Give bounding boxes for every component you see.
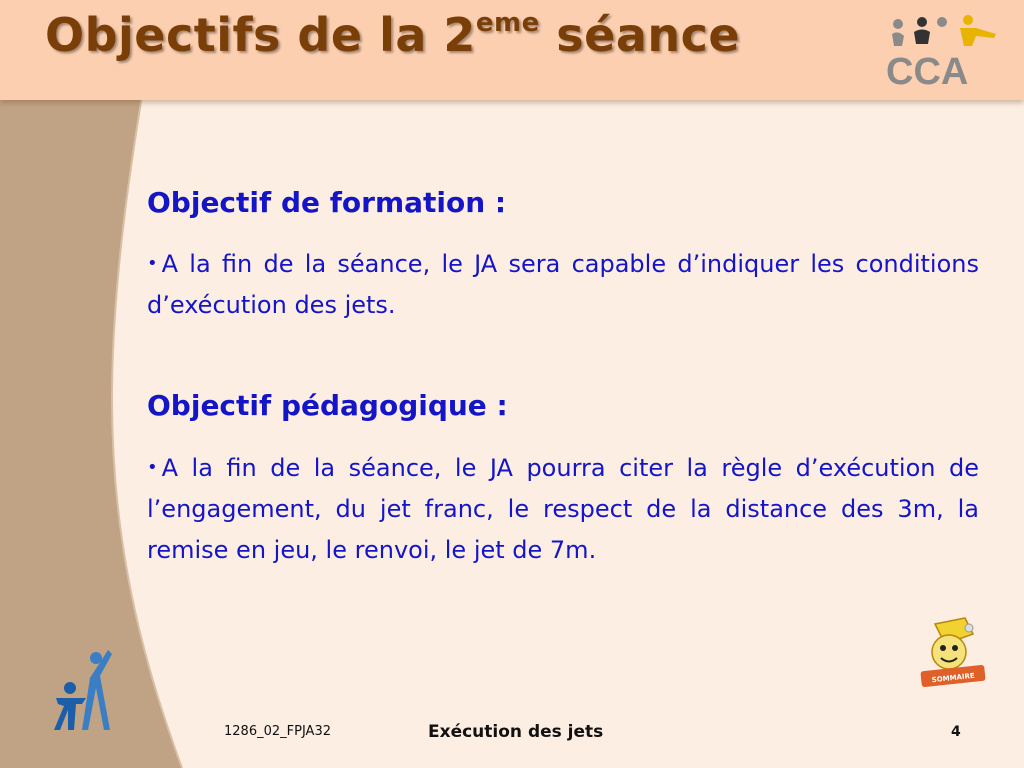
- bullet-icon: •: [147, 253, 158, 275]
- objective-text: • A la fin de la séance, le JA sera capable d’indiquer les conditions d’exécution des jets.: [147, 250, 979, 320]
- objective-pedagogique: [147, 388, 979, 570]
- slide-header: [0, 0, 1024, 100]
- objective-heading: Objectif de formation :: [147, 186, 507, 219]
- svg-text:CCA: CCA: [886, 51, 969, 90]
- page-number: 4: [951, 724, 961, 740]
- sommaire-button[interactable]: [915, 614, 989, 690]
- bullet-icon: •: [147, 456, 158, 478]
- whistle-mascot-icon: [932, 618, 973, 669]
- objective-formation: [147, 185, 979, 326]
- svg-text:SOMMAIRE: SOMMAIRE: [931, 671, 976, 685]
- objective-text: • A la fin de la séance, le JA pourra citer la règle d’exécution de l’engagement, du jet franc, le respect de la distance des 3m, la remise en jeu, le renvoi, le jet de 7m.: [147, 453, 979, 564]
- players-logo-icon: [52, 648, 118, 732]
- footer-code: 1286_02_FPJA32: [224, 724, 331, 739]
- objective-heading: Objectif pédagogique :: [147, 389, 508, 423]
- objectives-content: [147, 185, 979, 571]
- cca-logo-icon: [884, 12, 1002, 90]
- page-title: Objectifs de la 2eme séance: [45, 8, 741, 62]
- footer-title: Exécution des jets: [428, 722, 604, 742]
